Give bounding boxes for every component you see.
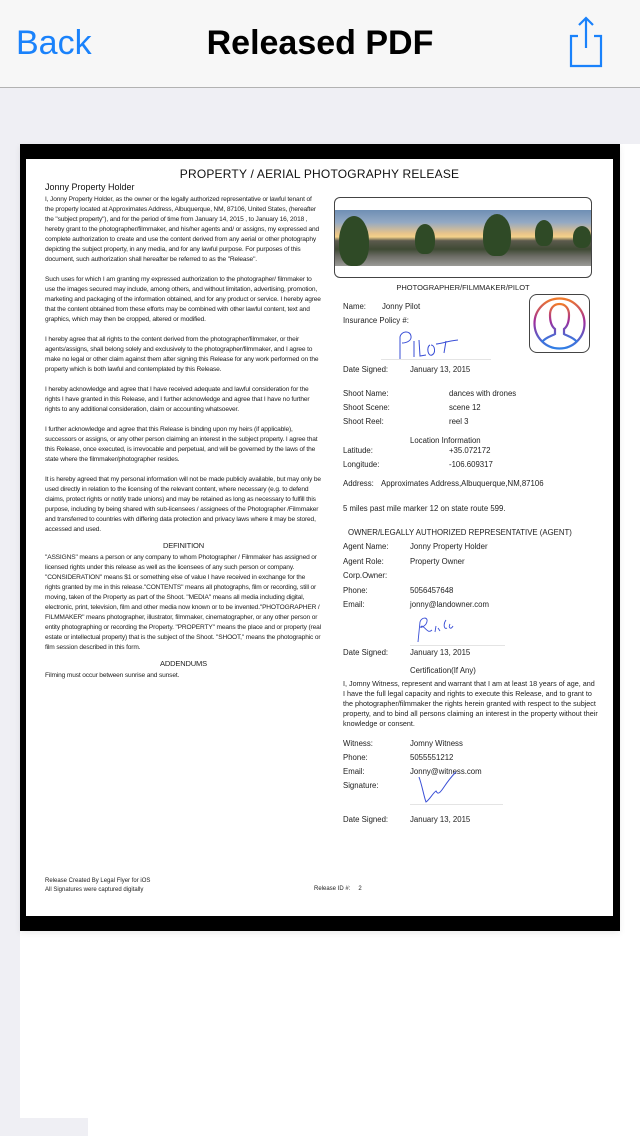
document-title: PROPERTY / AERIAL PHOTOGRAPHY RELEASE [179,167,460,181]
agent-signature [410,614,460,644]
shoot-reel: reel 3 [449,417,469,426]
background [0,89,20,1136]
signature-line [381,359,491,360]
agent-role-label: Agent Role: [343,557,384,566]
latitude-label: Latitude: [343,446,373,455]
release-id-label: Release ID #: [314,886,351,892]
paragraph: It is hereby agreed that my personal information will not be made publicly available, but may only be used directly in relation to the licensing of the relevant content, where necessary (e.g. to defend claims, protect rights or notify trade unions) and may be retained as long as necessary to fulfill this purpose, including by being shared with sub-licensees / assignees of the Photographer /Filmmaker and transferred to countries with differing data protection and privacy laws where it may be stored, accessed and used. [45,476,321,533]
agent-date-label: Date Signed: [343,648,389,657]
release-id-value: 2 [358,886,362,892]
shoot-reel-label: Shoot Reel: [343,417,384,426]
witness-signature [416,771,466,806]
shoot-name: dances with drones [449,389,517,398]
panorama-image [335,210,592,266]
address-label: Address: [343,479,374,488]
background-top [20,89,640,144]
addendums-text: Filming must occur between sunrise and sunset. [45,672,180,679]
pdf-page [26,159,613,916]
paragraph: I further acknowledge and agree that this Release is binding upon my heirs (if applicable), successors or assigns, or any other person claiming an interest in the subject property. I agree that this Release, once executed, is irrevocable and perpetual, and will be governed by the laws of the state where the filmmaker/photographer resides. [45,426,318,463]
agent-email: jonny@landowner.com [410,600,489,609]
background-bottom [0,1118,88,1136]
witness-date: January 13, 2015 [410,815,471,824]
agent-date: January 13, 2015 [410,648,471,657]
paragraph: Such uses for which I am granting my expressed authorization to the photographer/ filmmaker to use the images secured may include, among others, and without limitation, advertising, promotion, marketing and packaging of the information obtained, and for any product or service. I hereby agree that the content obtained from these efforts may be combined with other lawful content, text and graphics, which may then be cropped, altered or modified. [45,276,321,323]
definition-text: "ASSIGNS" means a person or any company to whom Photographer / Filmmaker has assigned or licensed rights under this release as well as the licensees of any such person or company. "CONSIDERATION" means $1 or something else of value I have received in exchange for the rights granted by me in this release."CONTENTS" means all photographs, film or recording, still or moving, taken of the Property as part of the Shoot. "MEDIA" means all media including digital, electronic, print, television, film and other media now known or to be invented."PHOTOGRAPHER / FILMMAKER" means photographer, illustrator, filmmaker, cinematographer, or any other person or entity photographing or recording the Property. "PROPERTY" means the place and or property (real estate or intellectual property) that is the subject of the Shoot. "SHOOT," means the photographic or film session described in this form. [45,554,321,651]
witness-name-label: Witness: [343,739,373,748]
corp-owner-label: Corp.Owner: [343,571,388,580]
user-avatar-icon [530,295,589,352]
location-notes: 5 miles past mile marker 12 on state route 599. [343,504,506,513]
signature-line [410,645,505,646]
witness-signature-label: Signature: [343,781,379,790]
witness-phone-label: Phone: [343,753,368,762]
agent-name: Jonny Property Holder [410,542,488,551]
photographer-name: Jonny Pilot [382,302,421,311]
paragraph: I hereby acknowledge and agree that I have received adequate and lawful consideration for the rights I have granted in this Release, and I further acknowledge and agree that I have no further rights to any additional consideration, claim or accounting whatsoever. [45,386,310,413]
photographer-signature [396,327,466,362]
definition-heading: DEFINITION [163,541,204,550]
pdf-page-frame [20,144,620,931]
paragraph: I, Jonny Property Holder, as the owner or the legally authorized representative or lawful tenant of the property located at Approximates Address, Albuquerque, NM, 87106, United States, (hereafter the "subject property"), and for the period of time from January 14, 2015 , to January 16, 2018 , hereby grant to the photographer/filmmaker, and his/her agents and/ or assigns, my expressed and complete authorization to create and use the content derived from any aerial or other photography depicting the subject property, in any media, and for any lawful purpose. For purposes of this document, such authorization shall hereafter be referred to as the "Release". [45,196,320,263]
photographer-avatar [529,294,590,353]
footer-notes [45,877,150,895]
shoot-scene-label: Shoot Scene: [343,403,390,412]
navigation-bar [0,0,640,88]
witness-date-label: Date Signed: [343,815,389,824]
latitude: +35.072172 [449,446,491,455]
photographer-date: January 13, 2015 [410,365,471,374]
photographer-section-label: PHOTOGRAPHER/FILMMAKER/PILOT [396,283,530,292]
signature-line [410,804,503,805]
insurance-policy-label: Insurance Policy #: [343,316,409,325]
witness-email: Jonny@witness.com [410,767,482,776]
share-icon [564,14,608,70]
witness-email-label: Email: [343,767,365,776]
shoot-name-label: Shoot Name: [343,389,389,398]
witness-phone: 5055551212 [410,753,454,762]
paragraph: I hereby agree that all rights to the content derived from the photographer/filmmaker, or their agents/assigns, shall belong solely and exclusively to the photographer/filmmaker, and I agree to make no legal or other claim against them after signing this Release for any work performed on the property which is both lawful and contemplated by this Release. [45,336,319,373]
page-title: Released PDF [206,24,434,62]
longitude: -106.609317 [449,460,493,469]
property-photo [334,197,592,278]
shoot-scene: scene 12 [449,403,481,412]
signatures-note: All Signatures were captured digitally [45,887,144,893]
location-heading: Location Information [410,436,481,445]
agent-name-label: Agent Name: [343,542,389,551]
agent-phone-label: Phone: [343,586,368,595]
agent-phone: 5056457648 [410,586,454,595]
created-by-note: Release Created By Legal Flyer for iOS [45,878,151,884]
back-button[interactable]: Back [16,24,92,62]
addendums-heading: ADDENDUMS [160,659,207,668]
release-id [314,886,362,892]
agent-heading: OWNER/LEGALLY AUTHORIZED REPRESENTATIVE (AGENT) [348,528,572,537]
photographer-date-label: Date Signed: [343,365,389,374]
photographer-name-label: Name: [343,302,366,311]
longitude-label: Longitude: [343,460,380,469]
witness-name: Jomny Witness [410,739,463,748]
release-terms [45,195,322,691]
certification-text: I, Jomny Witness, represent and warrant that I am at least 18 years of age, and I have the full legal capacity and rights to execute this Release, and to grant to the photographer/filmmaker the rights herein granted with respect to the subject property, and to bind all persons claiming an interest in the property without their knowledge or consent. [343,679,598,728]
property-holder-name: Jonny Property Holder [45,182,135,192]
address: Approximates Address,Albuquerque,NM,87106 [381,479,544,488]
share-button[interactable] [564,14,608,70]
certification-heading: Certification(If Any) [410,666,476,675]
agent-email-label: Email: [343,600,365,609]
agent-role: Property Owner [410,557,465,566]
